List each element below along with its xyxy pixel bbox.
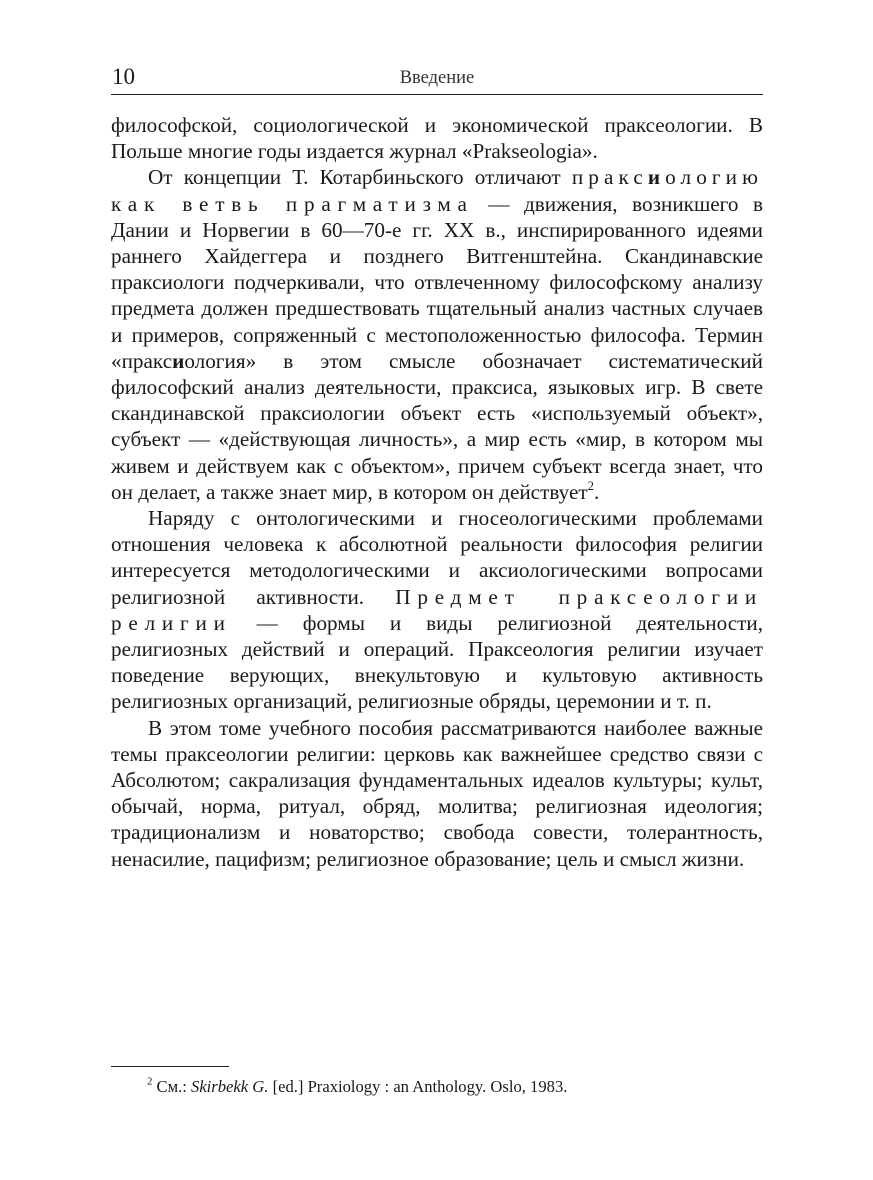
paragraph-3-intro: Наряду с онтологическими и гносеологическими проблемами отношения человека к абсолютной реальности философия религии интересуется методологическими и аксиологическими вопросами религиозной активности. <box>111 506 763 609</box>
running-title: Введение <box>399 68 475 88</box>
paragraph-2-tail: ология» в этом смысле обозначает систематический философский анализ деятельности, праксиса, языковых игр. В свете скандинавской праксиологии объект есть «используемый объект», субъект — «действующая личность», а мир есть «мир, в котором мы живем и действуем как с объектом», причем субъект всегда знает, что он делает, а также знает мир, в котором он действует <box>111 348 763 504</box>
paragraph-2-body-visible: — движения, возникшего в Дании и Норвегии в 60—70-е гг. XX в., инспирированного идеями раннего Хайдеггера и позднего Витгенштейна. Скандинавские праксиологи подчеркивали, что отвлеченному философскому анализу предмета должен предшествовать тщательный анализ частных случаев и примеров, сопряженный с местоположенностью философа. <box>111 191 763 347</box>
footnote-reference: 2 <box>587 478 594 493</box>
paragraph-3 <box>111 505 763 715</box>
paragraph-2: От концепции Т. Котарбиньского отличают праксиологию как ветвь прагматизма — движения, возникшего в Дании и Норвегии в 60—70-е гг. XX в., инспирированного идеями раннего Хайдеггера и позднего Витгенштейна. Скандинавские праксиологи подчеркивали, что отвлеченному философскому анализу предмета должен предшествовать тщательный анализ частных случаев и примеров, сопряженный с местоположенностью философа. Термин «праксиология» в этом смысле обозначает систематический философский анализ деятельности, праксиса, языковых игр. В свете скандинавской праксиологии объект есть «используемый объект», субъект — «действующая личность», а мир есть «мир, в котором мы живем и действуем как с объектом», причем субъект всегда знает, что он делает, а также знает мир, в котором он действует$^2$. <box>111 165 763 504</box>
spaced-phrase-subject: Предмет праксеологии религии <box>111 584 763 635</box>
footnote-number: 2 <box>147 1075 153 1088</box>
body-text <box>111 112 763 872</box>
spaced-phrase-pragmatism: как ветвь прагматизма <box>111 191 474 216</box>
paragraph-1: философской, социологической и экономической праксеологии. В Польше многие годы издается журнал «Prakseologia». <box>111 113 763 164</box>
footnote-author: Skirbekk G. <box>191 1077 269 1096</box>
spaced-term-praksiologiya: праксиологию <box>571 165 763 190</box>
term-praksiologiya-start: Термин «прак <box>111 322 763 373</box>
page-header <box>111 62 763 95</box>
page-number: 10 <box>112 64 135 89</box>
paragraph-3-body: — формы и виды религиозной деятельности, религиозных действий и операций. Праксеология религии изучает поведение верующих, внекультовую и культовую активность религиозных организаций, религиозные обряды, церемонии и т. п. <box>111 610 763 714</box>
footnote-citation: [ed.] Praxiology : an Anthology. Oslo, 1983. <box>268 1077 568 1096</box>
paragraph-2-intro: От концепции Т. Котарбиньского отличают <box>148 165 572 190</box>
term-bold-letter: и <box>172 348 185 373</box>
footnote: $^2$ См.: Skirbekk G. [ed.] Praxiology : an Anthology. Oslo, 1983. <box>147 1075 568 1096</box>
footnote-divider <box>111 1066 229 1067</box>
paragraph-4: В этом томе учебного пособия рассматриваются наиболее важные темы праксеологии религии: церковь как важнейшее средство связи с Абсолютом; сакрализация фундаментальных идеалов культуры; культ, обычай, норма, ритуал, обряд, молитва; религиозная идеология; традиционализм и новаторство; свобода совести, толерантность, ненасилие, пацифизм; религиозное образование; цель и смысл жизни. <box>111 715 763 871</box>
